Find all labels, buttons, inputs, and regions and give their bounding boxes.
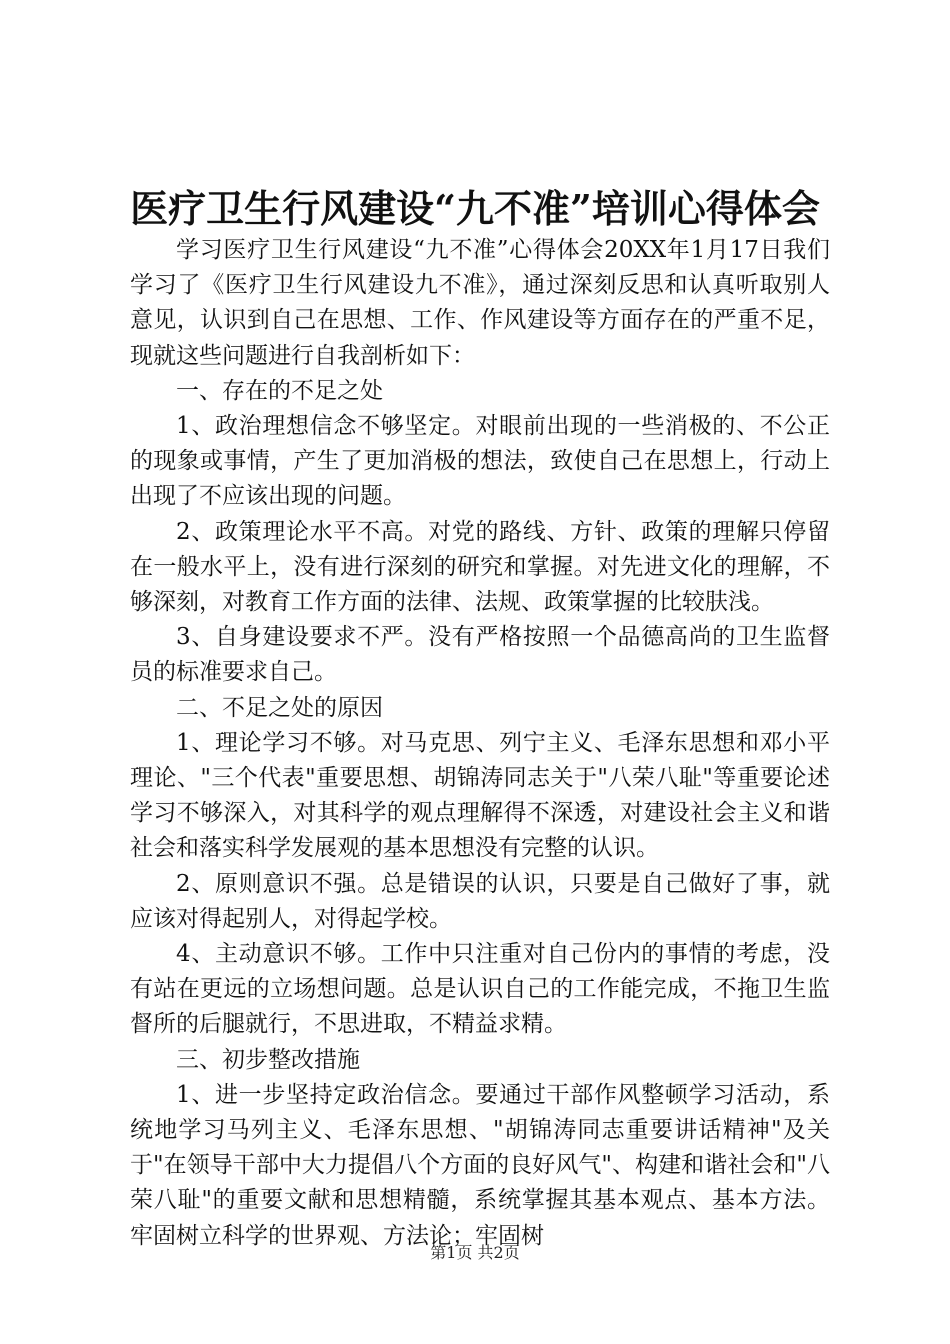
- paragraph-item: 1、进一步坚持定政治信念。要通过干部作风整顿学习活动，系统地学习马列主义、毛泽东思想、"胡锦涛同志重要讲话精神"及关于"在领导干部中大力提倡八个方面的良好风气"、构建和谐社会和"八荣八耻"的重要文献和思想精髓，系统掌握其基本观点、基本方法。牢固树立科学的世界观、方法论；牢固树: [130, 1081, 830, 1249]
- page-footer: 第1页 共2页: [430, 1243, 520, 1262]
- paragraph-item: 1、政治理想信念不够坚定。对眼前出现的一些消极的、不公正的现象或事情，产生了更加消极的想法，致使自己在思想上，行动上出现了不应该出现的问题。: [130, 413, 830, 510]
- section-heading-measures: 三、初步整改措施: [176, 1046, 360, 1073]
- paragraph-intro: 学习医疗卫生行风建设“九不准”心得体会20XX年1月17日我们学习了《医疗卫生行风建设九不准》，通过深刻反思和认真听取别人意见，认识到自己在思想、工作、作风建设等方面存在的严重不足，现就这些问题进行自我剖析如下：: [130, 237, 830, 369]
- section-heading-shortcomings: 一、存在的不足之处: [176, 377, 383, 404]
- paragraph-item: 2、政策理论水平不高。对党的路线、方针、政策的理解只停留在一般水平上，没有进行深刻的研究和掌握。对先进文化的理解，不够深刻，对教育工作方面的法律、法规、政策掌握的比较肤浅。: [130, 518, 830, 616]
- document-body: [130, 233, 830, 1254]
- document-title: 医疗卫生行风建设“九不准”培训心得体会: [130, 186, 820, 231]
- paragraph-item: 4、主动意识不够。工作中只注重对自己份内的事情的考虑，没有站在更远的立场想问题。总是认识自己的工作能完成，不拖卫生监督所的后腿就行，不思进取，不精益求精。: [130, 941, 830, 1038]
- section-heading-causes: 二、不足之处的原因: [176, 694, 383, 721]
- paragraph-item: 2、原则意识不强。总是错误的认识，只要是自己做好了事，就应该对得起别人，对得起学校。: [130, 870, 830, 932]
- paragraph-item: 1、理论学习不够。对马克思、列宁主义、毛泽东思想和邓小平理论、"三个代表"重要思想、胡锦涛同志关于"八荣八耻"等重要论述学习不够深入，对其科学的观点理解得不深透，对建设社会主义和谐社会和落实科学发展观的基本思想没有完整的认识。: [130, 729, 830, 862]
- paragraph-item: 3、自身建设要求不严。没有严格按照一个品德高尚的卫生监督员的标准要求自己。: [130, 624, 830, 686]
